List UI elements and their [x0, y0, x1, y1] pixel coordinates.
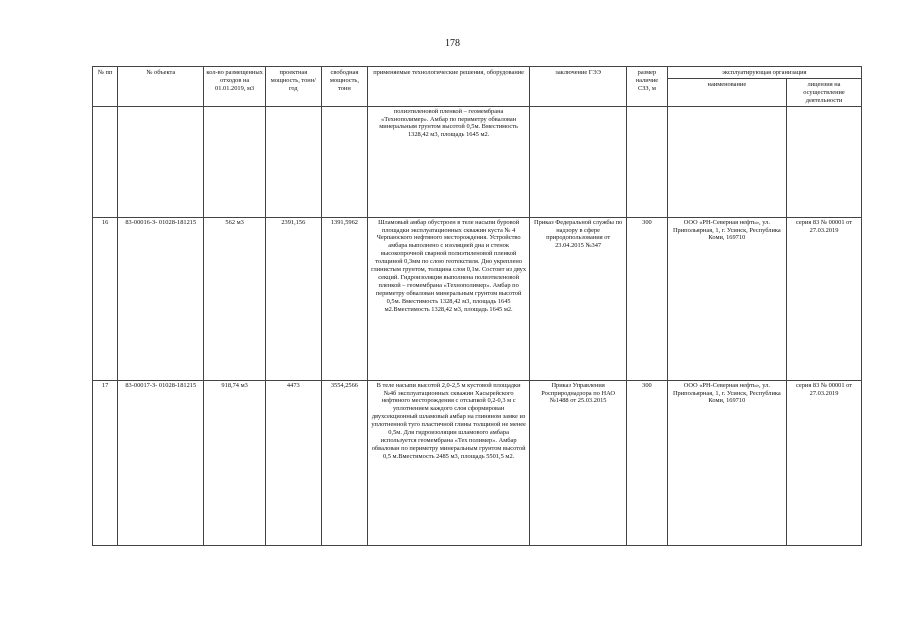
cell-capacity: 4473: [266, 380, 322, 545]
table-row: [93, 380, 862, 545]
page-number: 178: [445, 38, 460, 49]
cell-capacity: [266, 106, 322, 217]
cell-tech: В теле насыпи высотой 2,0-2,5 м кустовой площадки №4б эксплуатационных скважин Хасырейского нефтяного месторождения с отсыпкой 0,2-0,3 м с уплотнением каждого слоя сформирован двухсекционный шламовый амбар на глиняном замке из уплотненной туго пластичной глины толщиной не менее 0,5м. Для гидроизоляции шламового амбара используется геомембрана «Тех полимер». Амбар обвалован по периметру минеральным грунтом высотой 0,5 м.Вместимость 2485 м3, площадь 5501,5 м2.: [368, 380, 530, 545]
cell-license: серия 83 № 00001 от 27.03.2019: [787, 380, 862, 545]
table-row: [93, 217, 862, 380]
header-org-group: эксплуатирующая организация: [667, 67, 861, 79]
cell-num: 16: [93, 217, 118, 380]
header-license: лицензия на осуществление деятельности: [787, 78, 862, 106]
cell-qty: [204, 106, 266, 217]
cell-license: серия 83 № 00001 от 27.03.2019: [787, 217, 862, 380]
header-capacity: проектная мощность, тонн/год: [266, 67, 322, 107]
cell-free: 1391,5962: [321, 217, 368, 380]
header-num: № пп: [93, 67, 118, 107]
cell-license: [787, 106, 862, 217]
cell-szz: 300: [627, 380, 667, 545]
header-org-name: наименование: [667, 78, 786, 106]
cell-szz: 300: [627, 217, 667, 380]
header-row: [93, 67, 862, 79]
cell-org: ООО «РН-Северная нефть», ул. Припольярная, 1, г. Усинск, Республика Коми, 169710: [667, 380, 786, 545]
cell-qty: 918,74 м3: [204, 380, 266, 545]
cell-free: 3554,2566: [321, 380, 368, 545]
cell-free: [321, 106, 368, 217]
cell-gee: Приказ Федеральной службы по надзору в сфере природопользования от 23.04.2015 №347: [530, 217, 627, 380]
cell-tech: полиэтиленовой пленкой – геомембрана «Технополимер». Амбар по периметру обвалован минеральным грунтом высотой 0,5м. Вместимость 1328,42 м3, площадь 1645 м2.: [368, 106, 530, 217]
cell-object: 83-00016-З- 01028-181215: [118, 217, 204, 380]
cell-gee: [530, 106, 627, 217]
cell-num: 17: [93, 380, 118, 545]
cell-tech: Шламовый амбар обустроен в теле насыпи буровой площадки эксплуатационных скважин куста № 4 Черпаюского нефтяного месторождения. Устройство амбара выполнено с изоляцией дна и стенок высокопрочной сварной полиэтиленовой пленкой толщиной 0,3мм по слою геотекстиля. Дно укреплено глинистым грунтом, толщина слоя 0,1м. Состоит из двух секций. Гидроизоляция выполнена полиэтиленовой пленкой – геомембрана «Технополимер». Амбар по периметру обвалован минеральным грунтом высотой 0,5м. Вместимость 1328,42 м3, площадь 1645 м2.Вместимость 1328,42 м3, площадь 1645 м2.: [368, 217, 530, 380]
cell-capacity: 2391,156: [266, 217, 322, 380]
cell-org: [667, 106, 786, 217]
cell-object: 83-00017-З- 01028-181215: [118, 380, 204, 545]
header-object: № объекта: [118, 67, 204, 107]
header-szz: размер наличие СЗЗ, м: [627, 67, 667, 107]
cell-gee: Приказ Управления Росприроднадзора по НАО №1488 от 25.03.2015: [530, 380, 627, 545]
cell-org: ООО «РН-Северная нефть», ул. Припольярная, 1, г. Усинск, Республика Коми, 169710: [667, 217, 786, 380]
cell-num: [93, 106, 118, 217]
cell-szz: [627, 106, 667, 217]
header-gee: заключение ГЭЭ: [530, 67, 627, 107]
cell-object: [118, 106, 204, 217]
header-free: свободная мощность, тонн: [321, 67, 368, 107]
header-tech: применяемые технологические решения, оборудование: [368, 67, 530, 107]
header-qty: кол-во размещенных отходов на 01.01.2019, м3: [204, 67, 266, 107]
waste-facilities-table: [92, 66, 862, 546]
table-row: [93, 106, 862, 217]
cell-qty: 562 м3: [204, 217, 266, 380]
